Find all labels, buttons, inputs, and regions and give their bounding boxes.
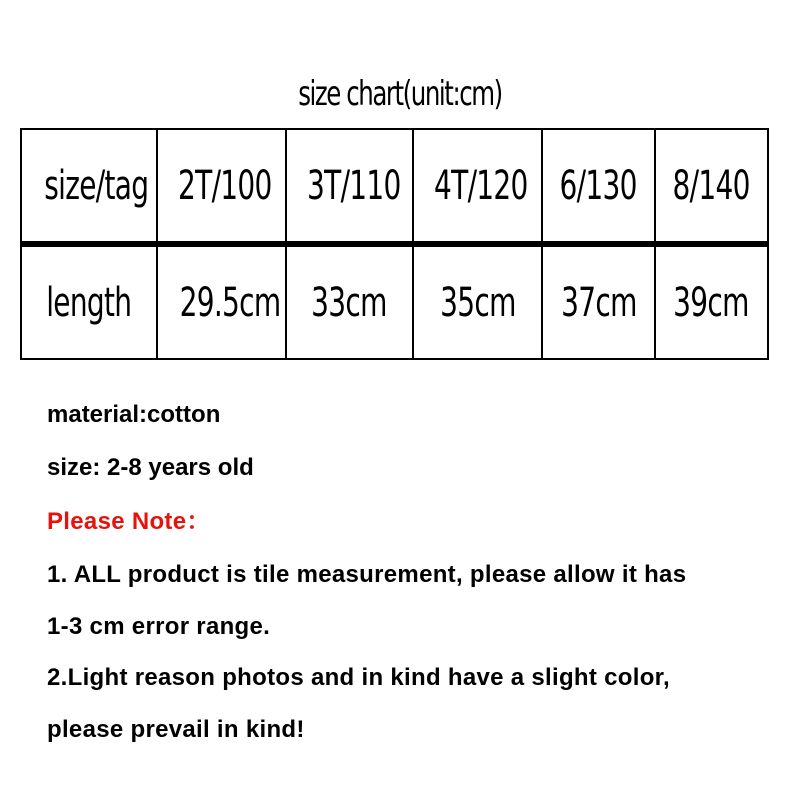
header-cell bbox=[157, 129, 285, 244]
table-row bbox=[21, 244, 768, 359]
header-4t: 4T/120 bbox=[434, 162, 528, 209]
header-cell bbox=[413, 129, 542, 244]
header-6: 6/130 bbox=[559, 162, 638, 209]
length-2t: 29.5cm bbox=[179, 279, 281, 326]
header-3t: 3T/110 bbox=[306, 162, 401, 209]
header-8: 8/140 bbox=[672, 162, 750, 209]
size-chart-table bbox=[20, 128, 769, 360]
material-text: material:cotton bbox=[47, 401, 221, 428]
note-title: Please Note： bbox=[47, 508, 211, 535]
header-cell bbox=[655, 129, 768, 244]
note-line-4: please prevail in kind! bbox=[47, 716, 305, 743]
note-line-2: 1-3 cm error range. bbox=[47, 613, 271, 640]
length-8: 39cm bbox=[673, 279, 750, 326]
length-4t: 35cm bbox=[439, 279, 516, 326]
header-size-tag: size/tag bbox=[44, 162, 149, 209]
size-chart-title: size chart(unit:cm) bbox=[298, 74, 502, 114]
note-line-3: 2.Light reason photos and in kind have a slight color, bbox=[47, 664, 670, 691]
table-header-row bbox=[21, 129, 768, 244]
length-3t: 33cm bbox=[311, 279, 388, 326]
note-line-1: 1. ALL product is tile measurement, please allow it has bbox=[47, 561, 687, 588]
table-cell bbox=[286, 244, 413, 359]
table-cell bbox=[21, 244, 157, 359]
header-cell bbox=[286, 129, 413, 244]
table-cell bbox=[157, 244, 285, 359]
size-range-text: size: 2-8 years old bbox=[47, 454, 254, 481]
table-cell bbox=[542, 244, 654, 359]
length-6: 37cm bbox=[560, 279, 637, 326]
table-cell bbox=[413, 244, 542, 359]
header-cell bbox=[21, 129, 157, 244]
row-label-length: length bbox=[46, 279, 132, 326]
header-2t: 2T/100 bbox=[178, 162, 273, 209]
header-cell bbox=[542, 129, 654, 244]
table-cell bbox=[655, 244, 768, 359]
